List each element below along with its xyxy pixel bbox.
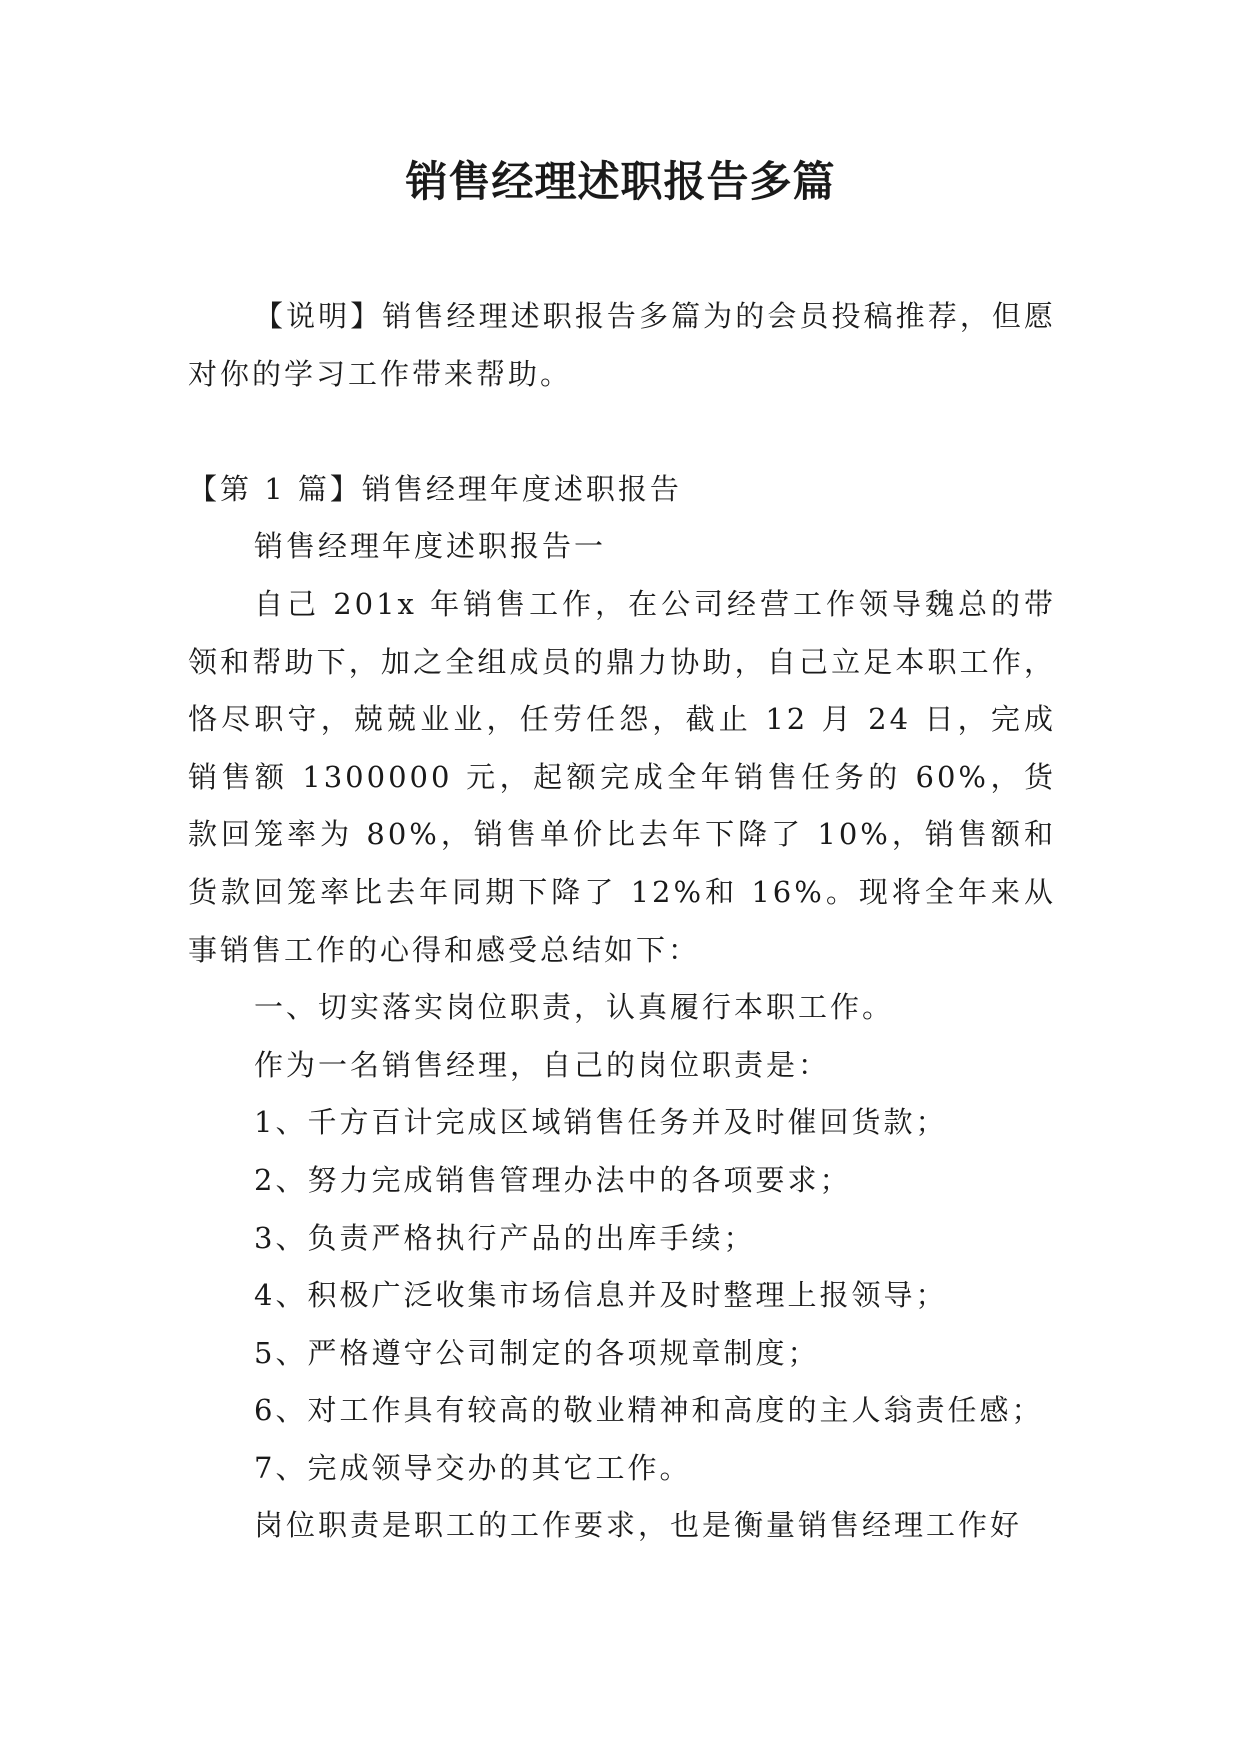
duty-item: 7、完成领导交办的其它工作。: [254, 1450, 692, 1485]
document-title: 销售经理述职报告多篇: [405, 157, 836, 206]
duty-item: 4、积极广泛收集市场信息并及时整理上报领导；: [254, 1278, 948, 1313]
section-heading: 【第 1 篇】销售经理年度述职报告: [188, 471, 682, 506]
duty-item: 6、对工作具有较高的敬业精神和高度的主人翁责任感；: [254, 1393, 1044, 1428]
duty-item: 5、严格遵守公司制定的各项规章制度；: [254, 1335, 820, 1370]
point-heading: 一、切实落实岗位职责，认真履行本职工作。: [254, 990, 895, 1025]
closing-line: 岗位职责是职工的工作要求，也是衡量销售经理工作好: [254, 1508, 1023, 1543]
duty-item: 1、千方百计完成区域销售任务并及时催回货款；: [254, 1105, 948, 1140]
document-body: [188, 288, 1056, 1555]
duty-item: 3、负责严格执行产品的出库手续；: [254, 1220, 756, 1255]
duty-item: 2、努力完成销售管理办法中的各项要求；: [254, 1162, 852, 1197]
intro-paragraph: 【说明】销售经理述职报告多篇为的会员投稿推荐，但愿对你的学习工作带来帮助。: [188, 299, 1056, 391]
duties-intro: 作为一名销售经理，自己的岗位职责是：: [254, 1047, 831, 1082]
spacer: [188, 403, 1056, 461]
body-paragraph: 自己 201x 年销售工作，在公司经营工作领导魏总的带领和帮助下，加之全组成员的鼎力协助，自己立足本职工作，恪尽职守，兢兢业业，任劳任怨，截止 12 月 24 日，完成销售额 1300000 元，起额完成全年销售任务的 60%，货款回笼率为 80%，销售单价比去年下降了 10%，销售额和货款回笼率比去年同期下降了 12%和 16%。现将全年来从事销售工作的心得和感受总结如下：: [188, 586, 1056, 967]
subheading: 销售经理年度述职报告一: [254, 529, 607, 564]
